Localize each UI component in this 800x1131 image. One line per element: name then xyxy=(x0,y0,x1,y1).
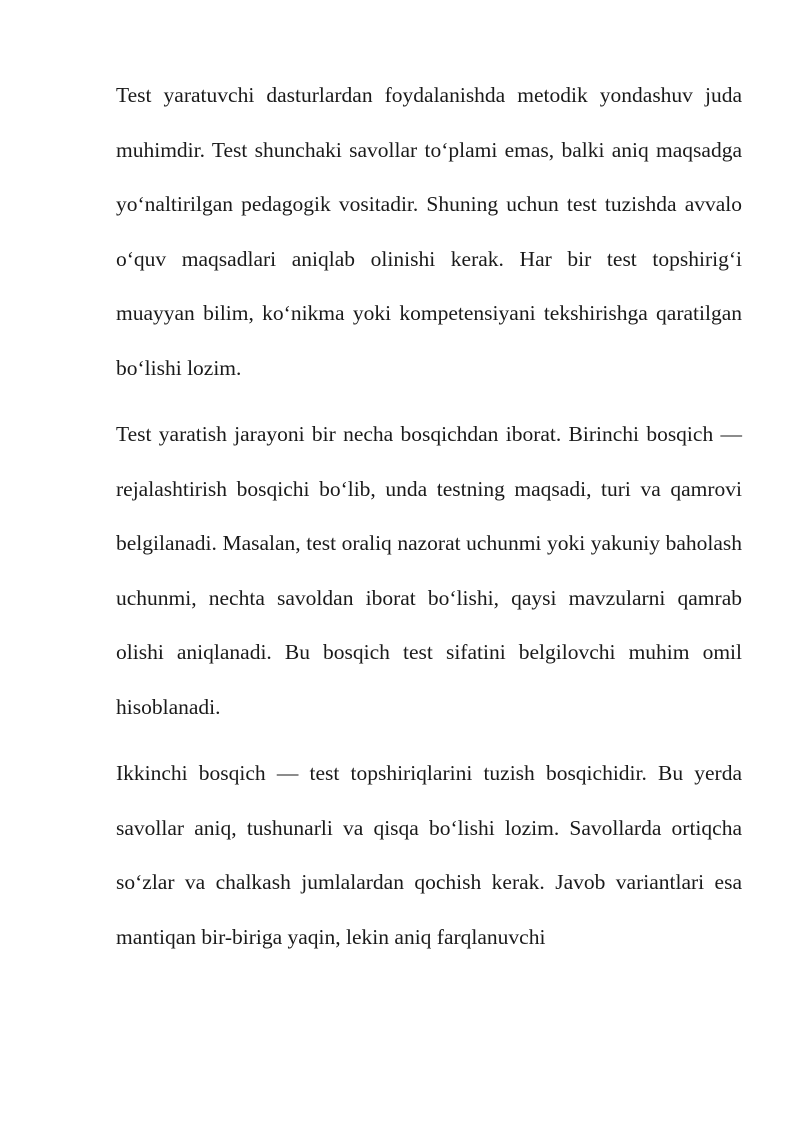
paragraph-3: Ikkinchi bosqich — test topshiriqlarini tuzish bosqichidir. Bu yerda savollar aniq, tushunarli va qisqa bo‘lishi lozim. Savollarda ortiqcha so‘zlar va chalkash jumlalardan qochish kerak. Javob variantlari esa mantiqan bir-biriga yaqin, lekin aniq farqlanuvchi xyxy=(116,761,742,949)
paragraph-2: Test yaratish jarayoni bir necha bosqichdan iborat. Birinchi bosqich — rejalashtirish bosqichi bo‘lib, unda testning maqsadi, turi va qamrovi belgilanadi. Masalan, test oraliq nazorat uchunmi yoki yakuniy baholash uchunmi, nechta savoldan iborat bo‘lishi, qaysi mavzularni qamrab olishi aniqlanadi. Bu bosqich test sifatini belgilovchi muhim omil hisoblanadi. xyxy=(116,422,742,719)
document-body xyxy=(116,68,742,976)
paragraph-1: Test yaratuvchi dasturlardan foydalanishda metodik yondashuv juda muhimdir. Test shunchaki savollar to‘plami emas, balki aniq maqsadga yo‘naltirilgan pedagogik vositadir. Shuning uchun test tuzishda avvalo o‘quv maqsadlari aniqlab olinishi kerak. Har bir test topshirig‘i muayyan bilim, ko‘nikma yoki kompetensiyani tekshirishga qaratilgan bo‘lishi lozim. xyxy=(116,83,742,380)
